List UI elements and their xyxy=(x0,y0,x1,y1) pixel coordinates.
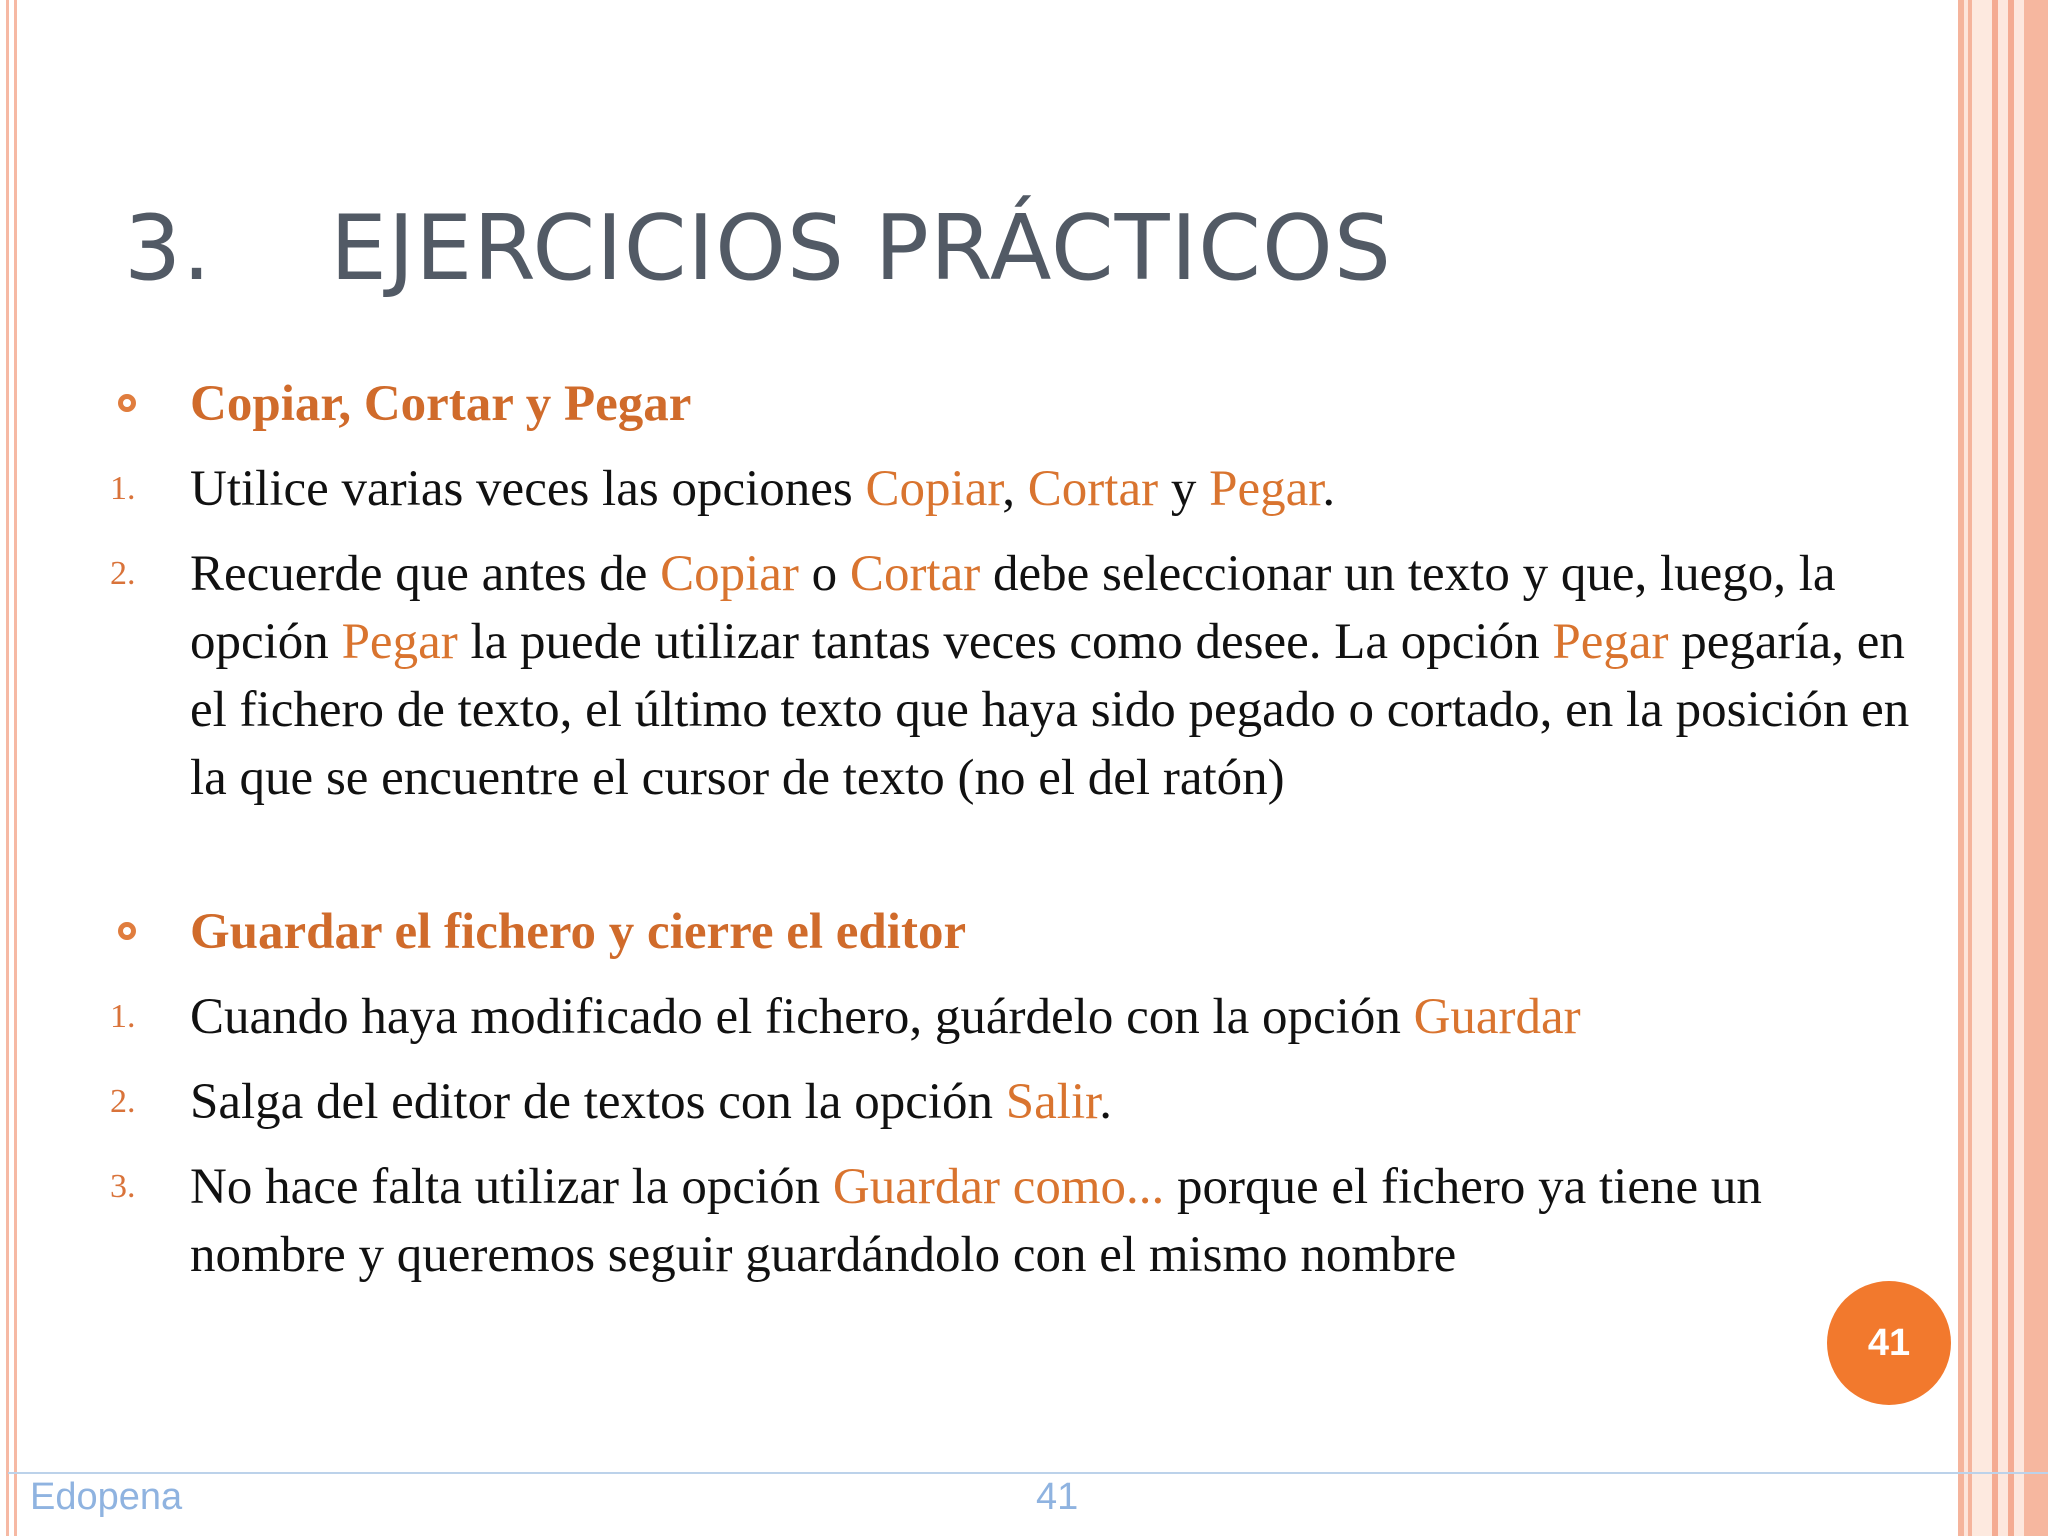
right-decorative-stripes xyxy=(1958,0,2048,1536)
list-item-text: . xyxy=(1099,1074,1113,1130)
keyword-copiar: Copiar xyxy=(660,546,799,602)
bullet-circle-icon xyxy=(118,394,136,412)
list-number: 3. xyxy=(110,1168,136,1205)
page-number-badge: 41 xyxy=(1827,1281,1951,1405)
list-number: 1. xyxy=(110,470,136,507)
list-number: 2. xyxy=(110,1083,136,1120)
left-border-line xyxy=(14,0,17,1536)
section-heading-copy-cut-paste xyxy=(190,370,1930,438)
list-item-text: pegaría, en el fichero de texto, el último texto que haya sido pegado o cortado, en la posición en la que se encuentre el cursor de texto (no el del ratón) xyxy=(190,614,1910,806)
bullet-circle-icon xyxy=(118,922,136,940)
footer-page-number: 41 xyxy=(1036,1476,1079,1518)
slide-title xyxy=(124,196,1392,301)
keyword-pegar: Pegar xyxy=(341,614,458,670)
list-item xyxy=(110,1153,1930,1289)
keyword-cortar: Cortar xyxy=(1027,461,1159,517)
keyword-guardar: Guardar xyxy=(1413,989,1581,1045)
list-item xyxy=(110,455,1930,523)
list-item-text: Cuando haya modificado el fichero, guárdelo con la opción xyxy=(190,989,1414,1045)
list-item-text: y xyxy=(1158,461,1210,517)
left-border-line xyxy=(6,0,9,1536)
section-heading-text: Copiar, Cortar y Pegar xyxy=(190,376,692,432)
section-heading-save-close xyxy=(190,898,1930,966)
list-item-text: No hace falta utilizar la opción xyxy=(190,1159,833,1215)
footer-author: Edopena xyxy=(30,1476,183,1518)
keyword-cortar: Cortar xyxy=(849,546,981,602)
list-number: 2. xyxy=(110,555,136,592)
list-item-text: . xyxy=(1322,461,1336,517)
keyword-pegar: Pegar xyxy=(1552,614,1669,670)
list-item-text: porque el fichero ya tiene un nombre y queremos seguir guardándolo con el mismo nombre xyxy=(190,1159,1762,1283)
list-item-text: , xyxy=(1002,461,1028,517)
keyword-pegar: Pegar xyxy=(1209,461,1323,517)
slide-title-text: EJERCICIOS PRÁCTICOS xyxy=(330,196,1392,301)
list-item-text: o xyxy=(798,546,850,602)
list-number: 1. xyxy=(110,998,136,1035)
list-item xyxy=(110,540,1930,812)
slide-title-number: 3. xyxy=(124,196,212,301)
keyword-salir: Salir xyxy=(1005,1074,1100,1130)
keyword-guardar-como: Guardar como... xyxy=(832,1159,1165,1215)
list-item-text: Recuerde que antes de xyxy=(190,546,661,602)
list-item xyxy=(110,1068,1930,1136)
footer-divider xyxy=(8,1472,2048,1474)
list-item xyxy=(110,983,1930,1051)
list-item-text: Salga del editor de textos con la opción xyxy=(190,1074,1006,1130)
list-item-text: la puede utilizar tantas veces como desee. La opción xyxy=(457,614,1553,670)
list-item-text: Utilice varias veces las opciones xyxy=(190,461,866,517)
keyword-copiar: Copiar xyxy=(865,461,1003,517)
list-item-text: debe seleccionar un texto y que, luego, la opción xyxy=(190,546,1836,670)
section-heading-text: Guardar el fichero y cierre el editor xyxy=(190,904,967,960)
